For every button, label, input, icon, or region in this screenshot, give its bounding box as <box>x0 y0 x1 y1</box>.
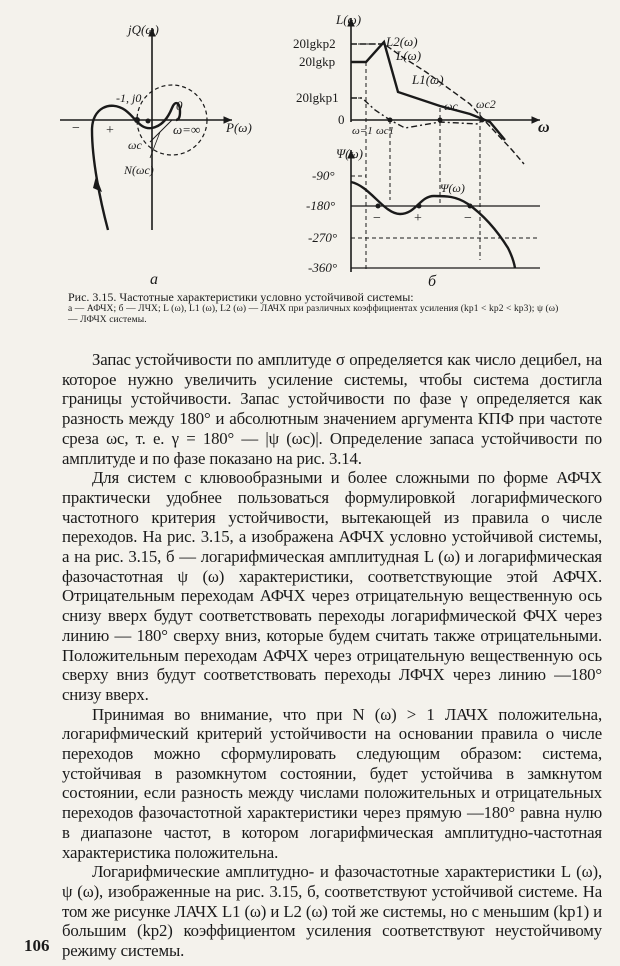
label-jq: jQ(ω) <box>128 22 159 37</box>
label-p: P(ω) <box>226 120 252 135</box>
panel-a-nyquist <box>60 22 252 288</box>
label-k2: 20lgkp2 <box>293 36 336 51</box>
caption-title: Рис. 3.15. Частотные характеристики условно устойчивой системы: <box>68 290 414 304</box>
tick-360: -360° <box>308 260 338 275</box>
pt-omega-c2 <box>480 118 485 123</box>
figure-caption <box>68 291 568 326</box>
body-text <box>62 350 602 961</box>
point-minus-one <box>134 117 140 123</box>
paragraph-transitions: Для систем с клювообразными и более сложными по форме АФЧХ практически удобнее пользоваться формулировкой логарифмического частотного критерия устойчивости, вытекающей из правила о числе переходов. На рис. 3.15, а изображена АФЧХ условно устойчивой системы, а на рис. 3.15, б — логарифмическая амплитудная L (ω) и логарифмическая фазочастотная ψ (ω) характеристики, соответствующие этой АФЧХ. Отрицательным переходам АФЧХ через отрицательную вещественную ось снизу вверх будут соответствовать переходы логарифмической ФЧХ через линию — 180° сверху вниз, которые будем считать также отрицательными. Положительным переходам АФЧХ через отрицательную вещественную ось сверху вниз будут соответствовать переходы ЛФЧХ через линию —180° снизу вверх. <box>62 468 602 704</box>
label-zero: 0 <box>338 112 345 127</box>
label-omega-1: ω=1 <box>352 125 373 137</box>
panel-a-letter: а <box>150 271 158 288</box>
panel-b-bode <box>293 12 550 290</box>
label-omega-axis: ω <box>538 119 550 136</box>
label-origin: 0 <box>176 98 183 113</box>
label-l-axis: L(ω) <box>336 12 362 27</box>
figure-3-15 <box>0 0 620 290</box>
psi-cross-1 <box>376 204 381 209</box>
tick-270: -270° <box>308 230 338 245</box>
label-b-minus-2: − <box>464 211 472 226</box>
label-l2: L2(ω) <box>386 34 418 49</box>
pt-omega-c1 <box>388 118 393 123</box>
tick-90: -90° <box>312 168 335 183</box>
tick-180: -180° <box>306 198 336 213</box>
pt-omega-c <box>438 118 443 123</box>
label-minus1: -1, j0 <box>116 91 142 105</box>
label-omega-c: ωc <box>444 99 458 113</box>
curve-l1 <box>351 98 478 128</box>
psi-cross-3 <box>468 204 473 209</box>
caption-legend: а — АФЧХ; б — ЛЧХ; L (ω), L1 (ω), L2 (ω) — ЛАЧХ при различных коэффициентах усиления (kp1 < kp2 < kp3); ψ (ω) — ЛФЧХ системы. <box>68 304 559 325</box>
paragraph-lafc: Логарифмические амплитудно- и фазочастотные характеристики L (ω), ψ (ω), изображенные на рис. 3.15, б, соответствуют устойчивой системе. На том же рисунке ЛАЧХ L1 (ω) и L2 (ω) той же системы, но с меньшим (kp1) и большим (kp2) коэффициентом усиления соответствуют неустойчивому режиму системы. <box>62 862 602 961</box>
label-a-plus: + <box>106 123 114 138</box>
label-b-plus: + <box>414 211 422 226</box>
label-kp: 20lgkp <box>299 54 336 69</box>
label-l: L(ω) <box>396 48 422 63</box>
label-omega-c: ωc <box>128 138 142 152</box>
label-l1: L1(ω) <box>412 72 444 87</box>
label-psi-axis: Ψ(ω) <box>336 146 363 161</box>
psi-cross-2 <box>417 204 422 209</box>
label-k1: 20lgkp1 <box>296 90 339 105</box>
point-omega-c <box>146 119 151 124</box>
paragraph-stability-margins: Запас устойчивости по амплитуде σ определяется как число децибел, на которое нужно увеличить усиление системы, чтобы система достигла границы устойчивости. Запас устойчивости по фазе γ определяется как разность между 180° и абсолютным значением аргумента КПФ при частоте среза ωc, т. е. γ = 180° — |ψ (ωc)|. Определение запаса устойчивости по амплитуде и по фазе показано на рис. 3.14. <box>62 350 602 468</box>
curve-l <box>351 42 505 140</box>
label-omega-c1: ωc1 <box>376 125 395 137</box>
paragraph-criterion: Принимая во внимание, что при N (ω) > 1 ЛАЧХ положительна, логарифмический критерий устойчивости на основании правила о числе переходов можно сформулировать следующим образом: системa, устойчивая в разомкнутом состоянии, будет устойчива в замкнутом состоянии, если разность между числами положительных и отрицательных переходов фазочастотной характеристики через прямую —180° равна нулю в диапазоне частот, в котором логарифмическая амплитудно-частотная характеристика положительна. <box>62 704 602 862</box>
label-a-minus: − <box>72 121 80 136</box>
label-psi-curve: Ψ(ω) <box>440 181 465 195</box>
label-b-minus-1: − <box>373 211 381 226</box>
page-number: 106 <box>24 936 50 955</box>
label-omega-c2: ωc2 <box>476 97 496 111</box>
label-n-omega-c: N(ωc) <box>124 163 154 177</box>
panel-b-letter: б <box>428 273 437 290</box>
label-omega-inf: ω=∞ <box>173 122 201 137</box>
